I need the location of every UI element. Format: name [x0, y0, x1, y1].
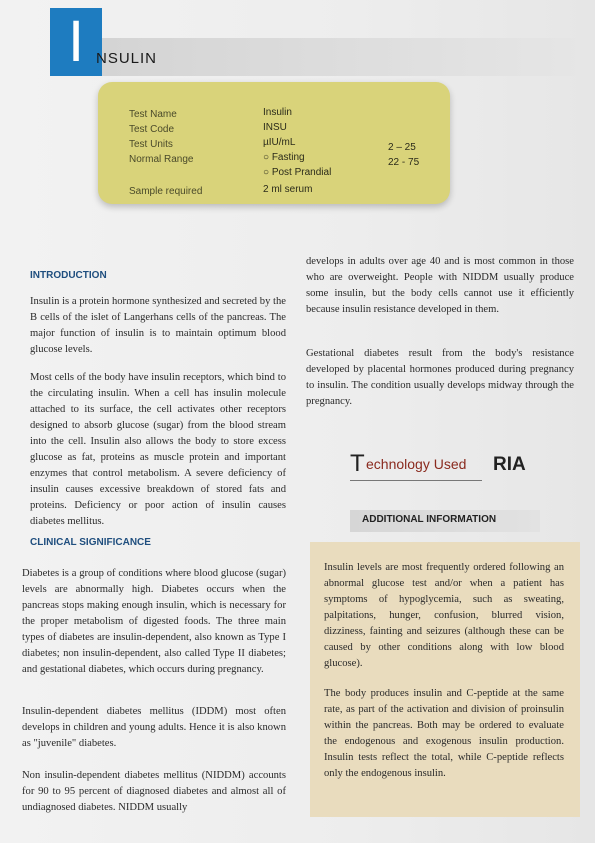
technology-underline: [350, 480, 482, 481]
test-units-label: Test Units: [129, 139, 173, 150]
post-prandial-range: 22 - 75: [388, 157, 420, 168]
clinical-paragraph-1: Diabetes is a group of conditions where blood glucose (sugar) levels are abnormally high. Diabetes occurs when the pancreas stops making enough insulin, which is necessary for the proper metabolism of digested foods. The three main types of diabetes are insulin-dependent, also known as Type I diabetes; non insulin-dependent, also called Type II diabetes; and gestational diabetes, which occurs during pregnancy.: [22, 568, 286, 675]
fasting-label: ○ Fasting: [263, 152, 305, 163]
fasting-range: 2 – 25: [388, 142, 416, 153]
gestational-diabetes-paragraph: Gestational diabetes result from the body's resistance developed by placental hormones produced during pregnancy to insulin. The condition usually develops midway through the pregnancy.: [306, 348, 574, 407]
test-units-value: µIU/mL: [263, 137, 296, 148]
additional-info-paragraph-1: Insulin levels are most frequently ordered following an abnormal glucose test and/or when a patient has symptoms of hypoglycemia, such as sweating, palpitations, hunger, confusion, blurred vision, dizziness, fainting and seizures (although these can be caused by other conditions along with low blood glucose).: [324, 562, 564, 669]
technology-initial: T: [350, 450, 365, 477]
normal-range-label: Normal Range: [129, 154, 194, 165]
test-code-label: Test Code: [129, 124, 175, 135]
clinical-paragraph-2: Insulin-dependent diabetes mellitus (IDDM) most often develops in children and young adults. Hence it is also known as "juvenile" diabetes.: [22, 706, 286, 749]
test-code-value: INSU: [263, 122, 287, 133]
test-name-label: Test Name: [129, 109, 177, 120]
technology-used-block: [350, 450, 550, 484]
test-name-value: Insulin: [263, 107, 292, 118]
introduction-paragraph-1: Insulin is a protein hormone synthesized and secreted by the B cells of the islet of Langerhans cells of the pancreas. The major function of insulin is to maintain optimum blood glucose levels.: [30, 296, 286, 355]
sample-required-value: 2 ml serum: [263, 184, 313, 195]
test-info-card: [98, 82, 450, 204]
clinical-paragraph-3: Non insulin-dependent diabetes mellitus (NIDDM) accounts for 90 to 95 percent of diagnosed diabetes and almost all of undiagnosed diabetes. NIDDM usually: [22, 770, 286, 813]
clinical-significance-heading: CLINICAL SIGNIFICANCE: [30, 537, 151, 548]
post-prandial-label: ○ Post Prandial: [263, 167, 332, 178]
technology-value: RIA: [493, 454, 526, 475]
additional-info-paragraph-2: The body produces insulin and C-peptide at the same rate, as part of the activation and division of proinsulin within the pancreas. Both may be ordered to evaluate the endogenous and exogenous insulin production. Insulin tests reflect the total, while C-peptide reflects only the endogenous insulin.: [324, 688, 564, 779]
introduction-heading: INTRODUCTION: [30, 270, 107, 281]
title-initial-letter: I: [50, 8, 102, 76]
additional-info-heading: ADDITIONAL INFORMATION: [362, 514, 497, 525]
introduction-paragraph-2: Most cells of the body have insulin receptors, which bind to the circulating insulin. When a cell has insulin molecule attached to its surface, the cell activates other receptors designed to absorb glucose (sugar) from the blood stream into the cell. Insulin also allows the body to store excess glucose as fat, proteins as muscle protein and important enzymes that control metabolism. A severe deficiency of insulin causes excessive breakdown of stored fats and proteins. Deficiency or poor action of insulin causes diabetes mellitus.: [30, 372, 286, 527]
niddm-continuation-paragraph: develops in adults over age 40 and is most common in those who are overweight. People with NIDDM usually produce some insulin, but the body cells cannot use it efficiently because insulin resistance developed in them.: [306, 256, 574, 315]
sample-required-label: Sample required: [129, 186, 203, 197]
technology-used-label: echnology Used: [366, 456, 467, 472]
page-title: NSULIN: [96, 50, 158, 67]
title-bar: [102, 38, 590, 76]
